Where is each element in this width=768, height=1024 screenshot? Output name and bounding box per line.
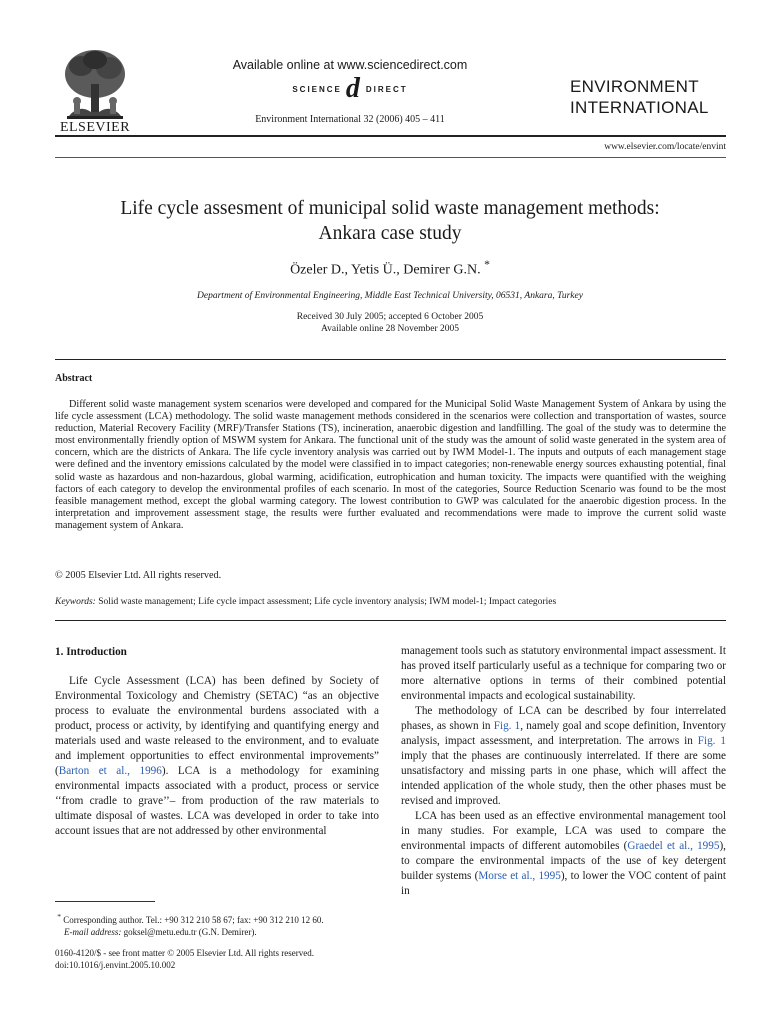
citation-link-morse[interactable]: Morse et al., 1995 xyxy=(478,870,561,882)
intro-p1-text-b: ). LCA is a methodology for examining environmental impacts associated with a product, process or service ‘‘from cradle to grave’’– from production of the raw materials to ultimate disposal of wastes. LCA was developed in order to take into account issues that are not addressed by other environmental xyxy=(55,765,379,837)
keywords-text: Solid waste management; Life cycle impact assessment; Life cycle inventory analysis; IWM model-1; Impact categories xyxy=(98,597,557,607)
header-rule-thin xyxy=(55,157,726,158)
sciencedirect-right: DIRECT xyxy=(365,84,408,94)
article-dates xyxy=(60,311,720,335)
corresponding-author-mark[interactable]: * xyxy=(484,258,490,271)
figure-link-fig1-second[interactable]: Fig. 1 xyxy=(697,735,726,747)
publisher-name: ELSEVIER xyxy=(59,120,131,135)
right-column xyxy=(401,644,726,899)
footnote xyxy=(55,911,385,938)
header-center xyxy=(200,58,500,125)
article-title-line1: Life cycle assesment of municipal solid waste management methods: xyxy=(120,198,660,219)
intro-p3-text-b: , namely goal and scope definition, Inventory analysis, impact assessment, and interpretation. The arrows in xyxy=(401,720,726,747)
intro-paragraph-3 xyxy=(401,704,726,809)
left-column xyxy=(55,645,379,839)
footnote-mark: * xyxy=(57,912,61,921)
sciencedirect-mark-icon: d xyxy=(345,73,362,104)
intro-paragraph-2: management tools such as statutory environmental impact assessment. It has proved itself particularly useful as a technique for comparing two or more alternative options in terms of their combined potential environmental impacts and ecological sustainability. xyxy=(401,645,726,702)
intro-p4-text-b: ), to compare the environmental impacts of the use of key detergent builder systems ( xyxy=(401,840,726,882)
journal-title-line1: ENVIRONMENT xyxy=(570,77,699,96)
intro-p4-text-c: ), to lower the VOC content of paint in xyxy=(401,870,726,897)
sciencedirect-logo xyxy=(200,73,500,104)
sciencedirect-left: SCIENCE xyxy=(292,84,342,94)
intro-p4-text-a: LCA has been used as an effective environmental management tool in many studies. For example, LCA was used to compare the environmental impacts of different automobiles ( xyxy=(401,810,726,852)
received-date: Received 30 July 2005; accepted 6 October 2005 xyxy=(296,312,484,322)
abstract-heading: Abstract xyxy=(55,373,93,384)
figure-link-fig1[interactable]: Fig. 1 xyxy=(493,720,521,732)
article-title-line2: Ankara case study xyxy=(318,223,462,244)
footnote-email-address[interactable]: goksel@metu.edu.tr (G.N. Demirer). xyxy=(123,927,257,937)
author-names: Özeler D., Yetis Ü., Demirer G.N. xyxy=(290,262,481,278)
available-date: Available online 28 November 2005 xyxy=(320,324,460,334)
affiliation: Department of Environmental Engineering, Middle East Technical University, 06531, Ankara, Turkey xyxy=(197,291,583,301)
intro-p3-text-c: imply that the phases are continuously interrelated. If there are some unsatisfactory and missing parts in one phase, which will affect the intended application of the whole study, then the other phases must be revised and improved. xyxy=(401,750,726,807)
footnote-corresponding xyxy=(55,911,385,926)
journal-citation: Environment International 32 (2006) 405 – 411 xyxy=(255,114,445,125)
citation-link-graedel[interactable]: Graedel et al., 1995 xyxy=(627,840,720,852)
footnote-rule xyxy=(55,901,155,902)
intro-paragraph-4 xyxy=(401,809,726,899)
authors xyxy=(60,258,720,279)
elsevier-logo xyxy=(55,46,135,136)
keywords-rule xyxy=(55,620,726,621)
footnote-corresponding-text: Corresponding author. Tel.: +90 312 210 58 67; fax: +90 312 210 12 60. xyxy=(63,915,324,925)
citation-link-barton[interactable]: Barton et al., 1996 xyxy=(58,765,162,777)
issn-line: 0160-4120/$ - see front matter © 2005 Elsevier Ltd. All rights reserved. xyxy=(55,948,315,958)
journal-title-line2: INTERNATIONAL xyxy=(570,98,709,117)
journal-url[interactable]: www.elsevier.com/locate/envint xyxy=(604,142,726,152)
bottom-info xyxy=(55,947,314,971)
intro-p1-text-a: Life Cycle Assessment (LCA) has been defined by Society of Environmental Toxicology and Chemistry (SETAC) “as an objective process to evaluate the environmental burdens associated with a product, process or activity, by identifying and quantifying energy and materials used and waste released to the environment, and to evaluate and implement opportunities to effect environmental improvements” ( xyxy=(55,675,379,777)
abstract-text: Different solid waste management system scenarios were developed and compared for the Municipal Solid Waste Management System of Ankara by using the life cycle assessment (LCA) methodology. The solid waste management methods considered in the scenarios were collection and transportation of wastes, source reduction, Material Recovery Facility (MRF)/Transfer Stations (TS), incineration, anaerobic digestion and landfilling. The goal of the study was to determine the most environmentally friendly option of MSWM system for Ankara. The functional unit of the study was the amount of solid waste generated in the system area of concern, which are the districts of Ankara. The life cycle inventory analysis was carried out by IWM Model-1. The inputs and outputs of each management stage were defined and the inventory emissions calculated by the model were classified in to impact categories; non-renewable energy sources exhausting potential, final solid waste as hazardous and non-hazardous, global warming, acidification, eutrophication and human toxicity. The impacts were quantified with the weighing factors of each category to develop the environmental profiles of each scenario. In most of the categories, Source Reduction Scenario was found to be the most feasible management method, except the global warming category. The lowest contribution to GWP was calculated for the anaerobic digestion process. In the interpretation and improvement assessment stage, the results were further evaluated and recommendations were made to improve the current solid waste management system of Ankara. xyxy=(55,399,726,531)
section-heading-introduction: 1. Introduction xyxy=(55,646,127,658)
intro-p3-text-a: The methodology of LCA can be described by four interrelated phases, as shown in xyxy=(401,705,726,732)
elsevier-tree-icon xyxy=(59,46,131,122)
abstract-copyright: © 2005 Elsevier Ltd. All rights reserved. xyxy=(55,570,222,581)
keywords-label: Keywords: xyxy=(55,597,96,607)
doi-line[interactable]: doi:10.1016/j.envint.2005.10.002 xyxy=(55,960,176,970)
header-rule xyxy=(55,135,726,137)
footnote-email-label: E-mail address: xyxy=(64,927,122,937)
keywords xyxy=(55,597,726,607)
footnote-email xyxy=(55,926,385,938)
article-title xyxy=(60,196,720,246)
abstract-rule xyxy=(55,359,726,360)
available-online-text: Available online at www.sciencedirect.com xyxy=(232,58,468,72)
intro-paragraph-1 xyxy=(55,674,379,839)
journal-title xyxy=(570,76,709,118)
